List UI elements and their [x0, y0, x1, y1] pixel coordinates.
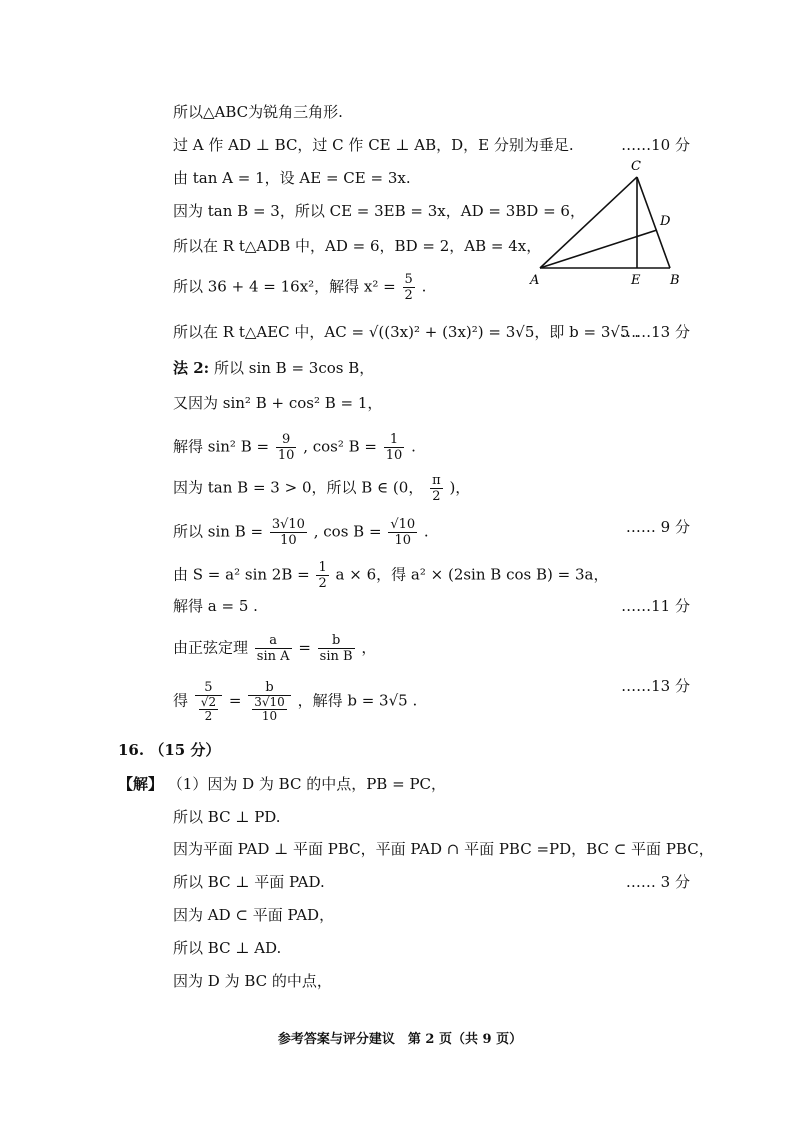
line-20: 因为平面 PAD ⊥ 平面 PBC，平面 PAD ∩ 平面 PBC =PD，BC ⊂ 平面 PBC，: [173, 840, 714, 858]
line-2: 过 A 作 AD ⊥ BC，过 C 作 CE ⊥ AB，D，E 分别为垂足.: [173, 136, 574, 154]
line-5: 所以在 R t△ADB 中，AD = 6，BD = 2，AB = 4x，: [173, 237, 542, 255]
line-11: 因为 tan B = 3 > 0，所以 B ∈ (0， $\frac{\pi}{2}$ )，: [173, 473, 471, 504]
problem-16-heading: 16. （15 分）: [118, 741, 221, 759]
label-e: E: [631, 273, 641, 288]
score-13-b: ……13 分: [621, 677, 690, 695]
side-ac: [540, 177, 637, 268]
label-d: D: [660, 214, 671, 229]
line-14: 解得 a = 5 .: [173, 597, 258, 615]
line-1: 所以△ABC为锐角三角形.: [173, 103, 343, 121]
score-9: …… 9 分: [625, 518, 690, 536]
line-9: 又因为 sin² B + cos² B = 1，: [173, 394, 383, 412]
line-24: 因为 D 为 BC 的中点，: [173, 972, 332, 990]
score-13-a: ……13 分: [621, 323, 690, 341]
line-13: 由 S = a² sin 2B = $\frac{1}{2}$ a × 6，得 a² × (2sin B cos B) = 3a，: [173, 560, 609, 591]
line-21: 所以 BC ⊥ 平面 PAD.: [173, 873, 325, 891]
score-3: …… 3 分: [625, 873, 690, 891]
line-19: 所以 BC ⊥ PD.: [173, 808, 281, 826]
line-3: 由 tan A = 1，设 AE = CE = 3x.: [173, 169, 411, 187]
solution-tag: 【解】: [118, 775, 164, 793]
line-10: 解得 sin² B = $\frac{9}{10}$ , cos² B = $\frac{1}{10}$ .: [173, 432, 416, 463]
line-16: 得 $\frac{5}{\frac{√2}{2}}$ = $\frac{b}{\frac{3√10}{10}}$ ，解得 b = 3√5 .: [173, 680, 418, 723]
label-b: B: [670, 273, 680, 288]
line-12: 所以 sin B = $\frac{3√10}{10}$ , cos B = $\frac{√10}{10}$ .: [173, 517, 429, 548]
method-2-label: 法 2:: [173, 359, 210, 377]
line-4: 因为 tan B = 3，所以 CE = 3EB = 3x，AD = 3BD = 6，: [173, 202, 585, 220]
triangle-figure: [520, 150, 700, 295]
line-22: 因为 AD ⊂ 平面 PAD，: [173, 906, 335, 924]
label-c: C: [631, 159, 641, 174]
line-6: 所以 36 + 4 = 16x²，解得 x² = $\frac{5}{2}$ .: [173, 272, 427, 303]
label-a: A: [530, 273, 540, 288]
line-15: 由正弦定理 $\frac{a}{\text{sin A}}$ = $\frac{b}{\text{sin B}}$ ，: [173, 633, 377, 664]
fraction-5-over-2: $\frac{5}{2}$: [404, 272, 413, 303]
altitude-ad: [540, 230, 657, 268]
score-11: ……11 分: [621, 597, 690, 615]
line-23: 所以 BC ⊥ AD.: [173, 939, 282, 957]
line-7: 所以在 R t△AEC 中，AC = √((3x)² + (3x)²) = 3√5，即 b = 3√5 .: [173, 323, 640, 341]
score-10: ……10 分: [621, 136, 690, 154]
page-footer: 参考答案与评分建议 第 2 页（共 9 页）: [277, 1032, 523, 1047]
line-18: 【解】 （1）因为 D 为 BC 的中点，PB = PC，: [118, 775, 447, 793]
line-8: 法 2: 所以 sin B = 3cos B，: [173, 359, 375, 377]
